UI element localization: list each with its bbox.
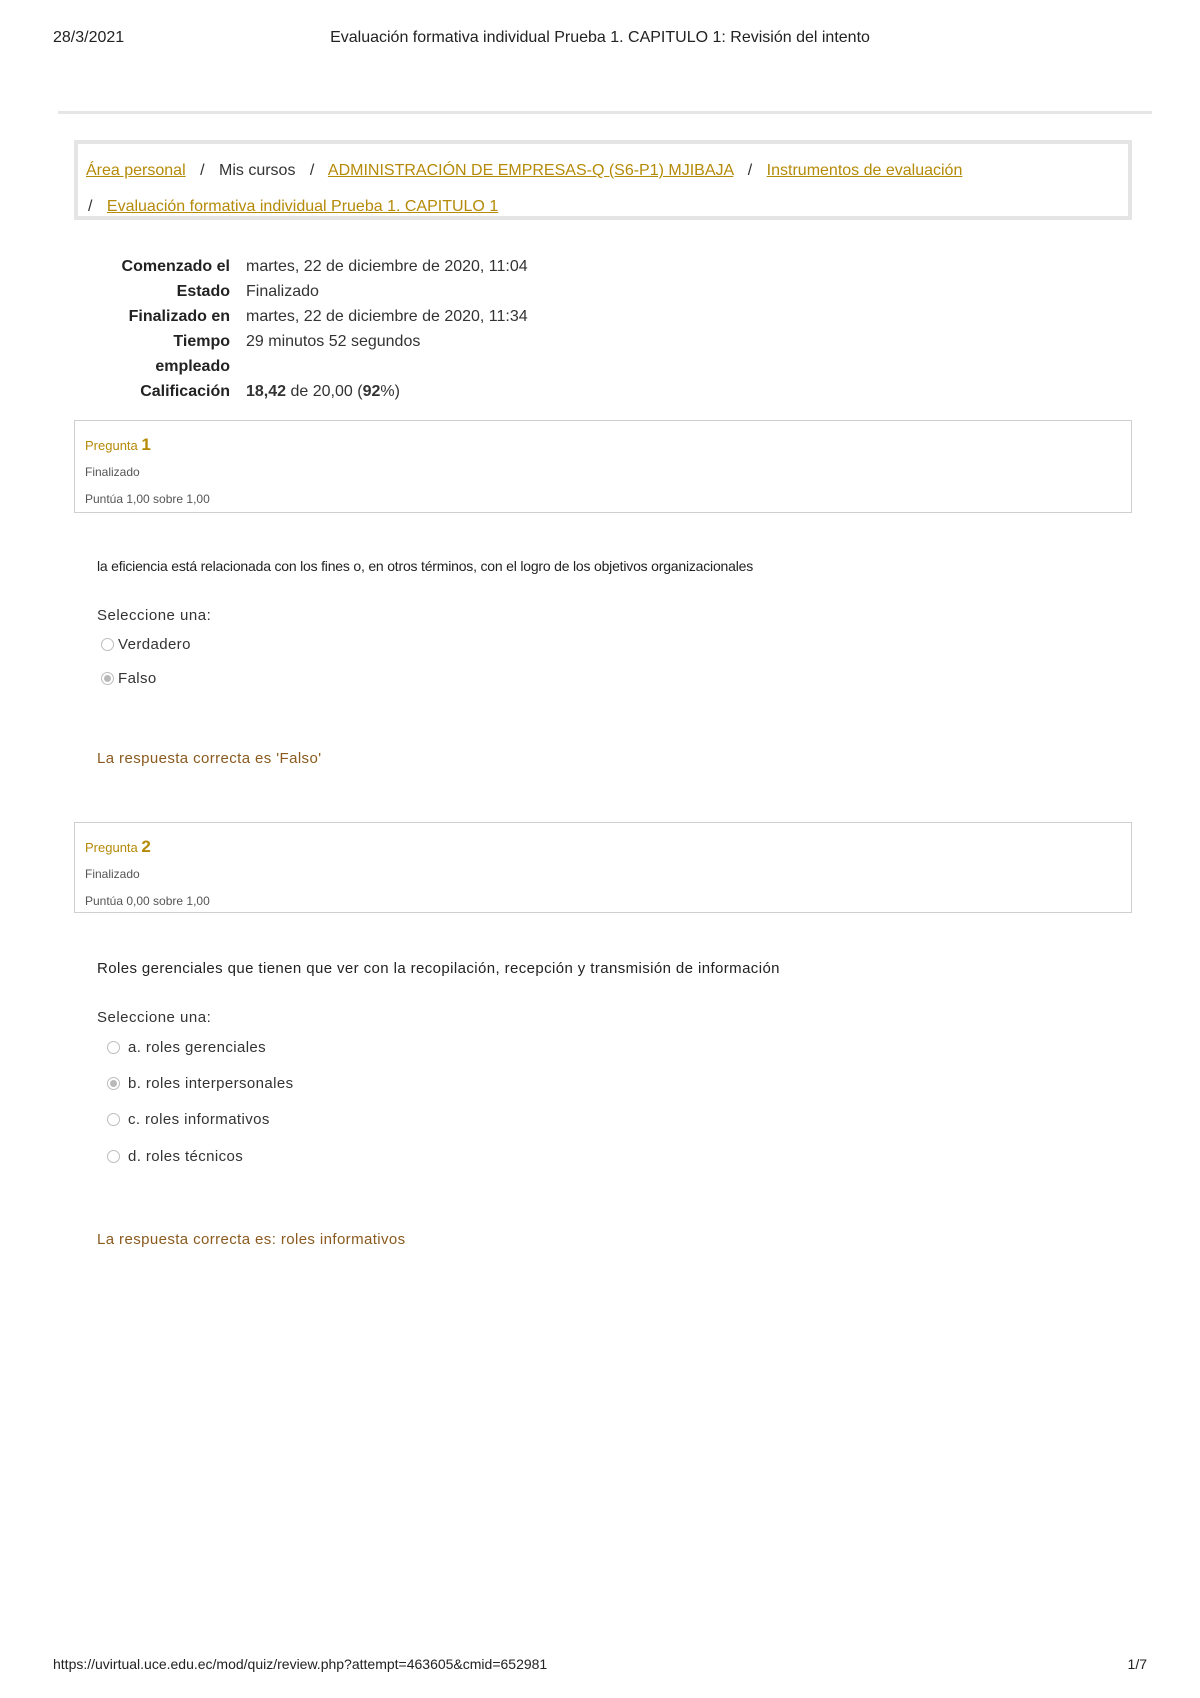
breadcrumb-item-quiz[interactable]: Evaluación formativa individual Prueba 1. CAPITULO 1 [106,198,499,215]
breadcrumb-item-mis-cursos: Mis cursos [218,162,296,179]
option-label: c. roles informativos [128,1111,270,1128]
option-verdadero[interactable] [101,636,191,653]
question-status: Finalizado [85,465,140,479]
question-feedback-2: La respuesta correcta es: roles informativos [97,1231,406,1248]
summary-label: Comenzado el [121,258,230,275]
option-a[interactable] [107,1039,266,1056]
question-text-1: la eficiencia está relacionada con los fines o, en otros términos, con el logro de los objetivos organizacionales [97,558,754,574]
header-divider [58,111,1152,114]
grade-close: %) [380,383,400,400]
option-d[interactable] [107,1148,243,1165]
option-label: Falso [118,670,157,687]
grade-of: de 20,00 ( [290,383,363,400]
page-url: https://uvirtual.uce.edu.ec/mod/quiz/review.php?attempt=463605&cmid=652981 [53,1656,548,1672]
option-label: d. roles técnicos [128,1148,244,1165]
breadcrumb-separator: / [747,162,753,179]
question-feedback-1: La respuesta correcta es 'Falso' [97,750,322,767]
radio-button[interactable] [107,1150,120,1163]
page-number: 1/7 [1127,1656,1147,1672]
question-score: Puntúa 0,00 sobre 1,00 [85,894,210,908]
question-info-1 [74,420,1132,513]
summary-row-time [80,329,780,379]
radio-button[interactable] [107,1041,120,1054]
summary-label [80,329,246,379]
breadcrumb-item-area-personal[interactable]: Área personal [86,162,186,179]
breadcrumb-separator: / [200,162,205,179]
option-label: b. roles interpersonales [128,1075,294,1092]
summary-row-started [80,254,780,279]
question-label: Pregunta [85,438,138,453]
summary-label-line: Tiempo [173,333,230,350]
print-header [53,29,1147,49]
summary-value: martes, 22 de diciembre de 2020, 11:34 [246,308,528,325]
question-number-value: 2 [141,837,151,856]
summary-row-finished [80,304,780,329]
question-info-2 [74,822,1132,913]
summary-value: martes, 22 de diciembre de 2020, 11:04 [246,258,528,275]
question-label: Pregunta [85,840,138,855]
print-footer [53,1656,1147,1672]
breadcrumb [74,140,1132,220]
summary-label-line: empleado [155,358,230,375]
radio-button-selected[interactable] [101,672,114,685]
question-number-value: 1 [141,435,151,454]
question-status: Finalizado [85,867,140,881]
radio-button-selected[interactable] [107,1077,120,1090]
option-falso[interactable] [101,670,157,687]
summary-value [246,379,780,404]
breadcrumb-separator: / [309,162,315,179]
grade-percent: 92 [362,383,381,400]
option-label: Verdadero [118,636,191,653]
option-label: a. roles gerenciales [128,1039,267,1056]
radio-button[interactable] [101,638,114,651]
grade-score: 18,42 [246,383,287,400]
question-prompt-2: Seleccione una: [97,1009,212,1026]
print-date: 28/3/2021 [53,29,125,46]
summary-label: Finalizado en [128,308,230,325]
attempt-summary [80,254,780,404]
question-text-2: Roles gerenciales que tienen que ver con la recopilación, recepción y transmisión de información [97,960,780,977]
summary-row-state [80,279,780,304]
question-number [85,431,1121,459]
option-b[interactable] [107,1075,294,1092]
option-c[interactable] [107,1111,270,1128]
breadcrumb-item-instrumentos[interactable]: Instrumentos de evaluación [766,162,963,179]
breadcrumb-item-course[interactable]: ADMINISTRACIÓN DE EMPRESAS-Q (S6-P1) MJIBAJA [327,162,734,179]
question-score: Puntúa 1,00 sobre 1,00 [85,492,210,506]
summary-row-grade [80,379,780,404]
summary-label: Calificación [140,383,230,400]
breadcrumb-separator: / [88,198,93,215]
summary-value: 29 minutos 52 segundos [246,333,421,350]
summary-value: Finalizado [246,283,319,300]
question-number [85,833,1121,861]
summary-label: Estado [176,283,230,300]
question-prompt-1: Seleccione una: [97,607,212,624]
document-title: Evaluación formativa individual Prueba 1. CAPITULO 1: Revisión del intento [330,29,870,46]
radio-button[interactable] [107,1113,120,1126]
